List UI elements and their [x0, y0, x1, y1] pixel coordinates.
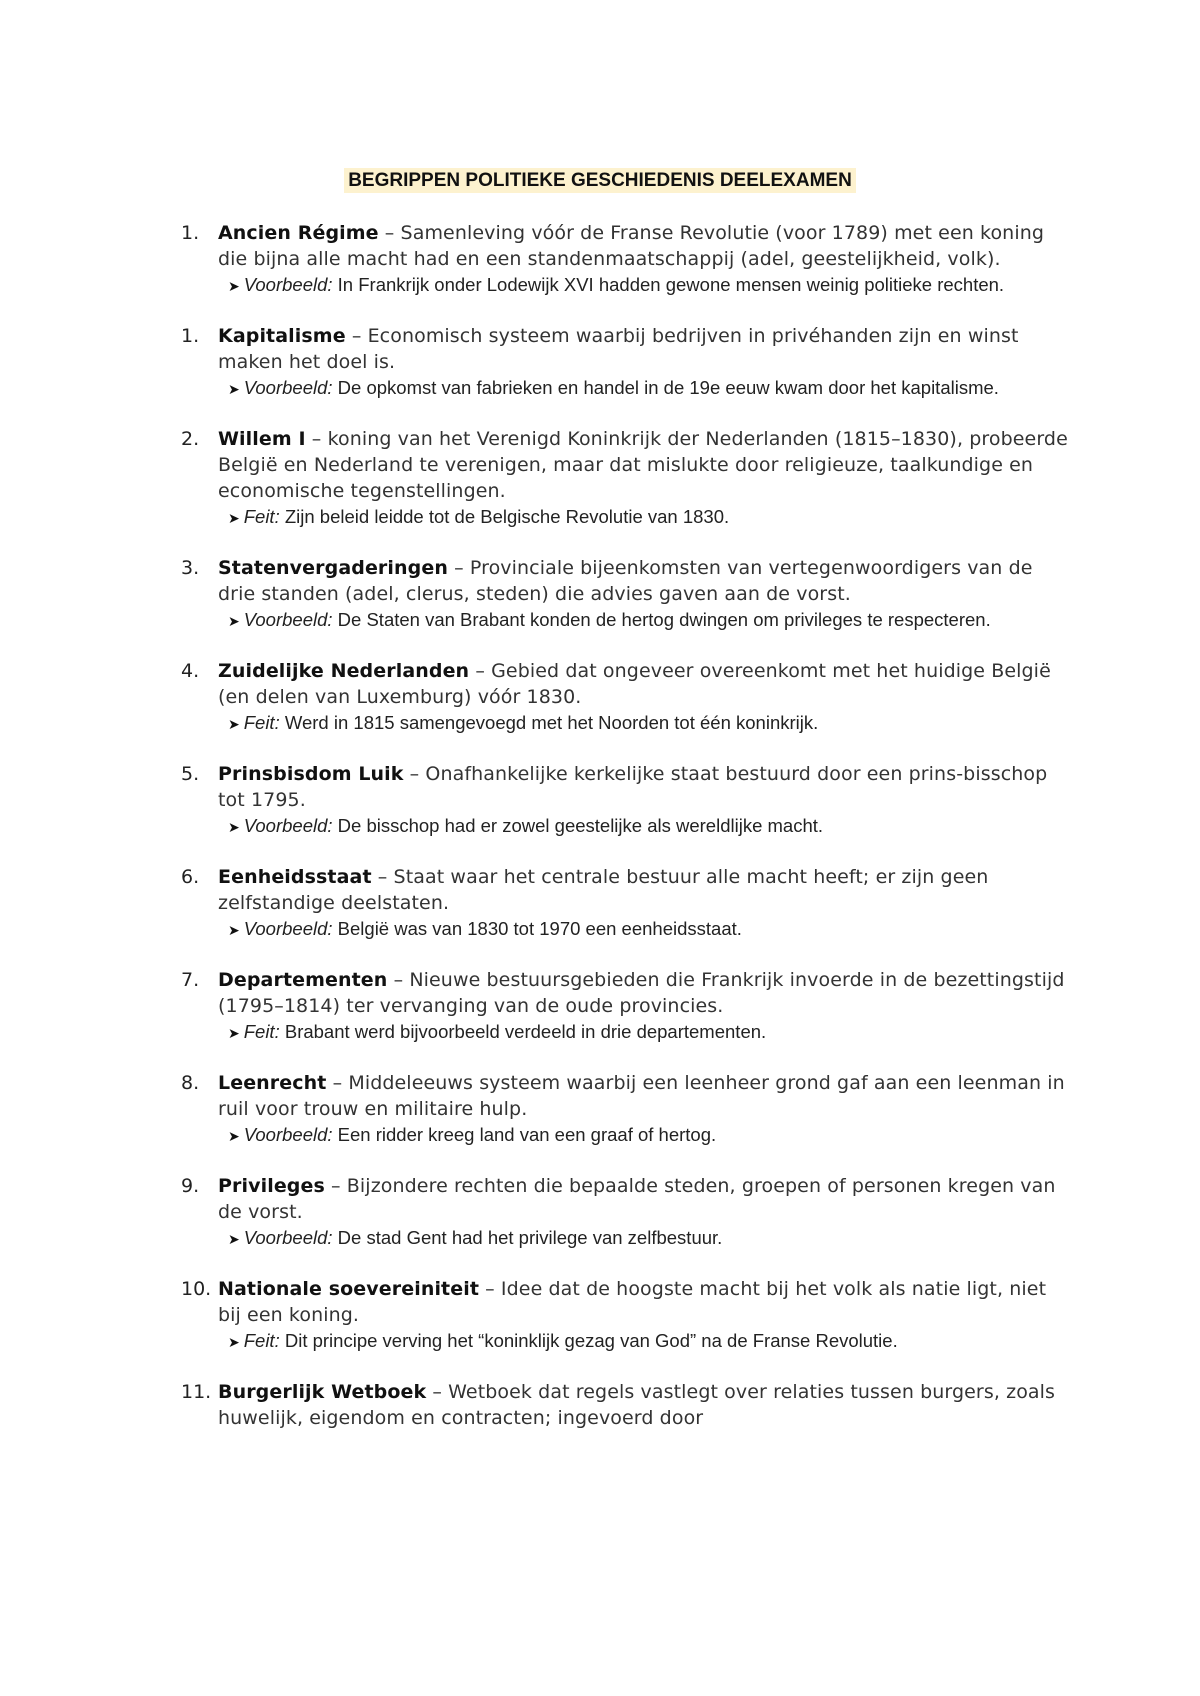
item-definition-text: Economisch systeem waarbij bedrijven in privéhanden zijn en winst maken het doel is.	[218, 325, 1019, 373]
item-definition-text: Provinciale bijeenkomsten van vertegenwoordigers van de drie standen (adel, clerus, steden) die advies gaven aan de vorst.	[218, 557, 1033, 605]
arrow-bullet-icon: ➤	[228, 819, 240, 835]
list-item	[181, 864, 1068, 943]
example-text: De stad Gent had het privilege van zelfbestuur.	[332, 1227, 723, 1248]
item-definition-text: Wetboek dat regels vastlegt over relaties tussen burgers, zoals huwelijk, eigendom en contracten; ingevoerd door	[218, 1381, 1056, 1429]
example-text: De bisschop had er zowel geestelijke als wereldlijke macht.	[332, 815, 824, 836]
arrow-bullet-icon: ➤	[228, 510, 240, 526]
arrow-bullet-icon: ➤	[228, 381, 240, 397]
item-term: Kapitalisme	[218, 325, 346, 347]
item-example	[218, 375, 1068, 402]
arrow-bullet-icon: ➤	[228, 1025, 240, 1041]
example-label: Voorbeeld:	[243, 1124, 333, 1145]
example-label: Voorbeeld:	[243, 377, 333, 398]
item-number: 1.	[181, 325, 200, 347]
item-definition: Burgerlijk Wetboek – Wetboek dat regels vastlegt over relaties tussen burgers, zoals huwelijk, eigendom en contracten; ingevoerd door	[218, 1381, 1056, 1429]
item-definition: Eenheidsstaat – Staat waar het centrale bestuur alle macht heeft; er zijn geen zelfstandige deelstaten.	[218, 866, 989, 914]
example-text: België was van 1830 tot 1970 een eenheidsstaat.	[332, 918, 742, 939]
example-text: Dit principe verving het “koninklijk gezag van God” na de Franse Revolutie.	[279, 1330, 898, 1351]
item-example	[218, 710, 1068, 737]
item-definition-text: Nieuwe bestuursgebieden die Frankrijk invoerde in de bezettingstijd (1795–1814) ter vervanging van de oude provincies.	[218, 969, 1065, 1017]
example-label: Feit:	[243, 1330, 280, 1351]
item-definition: Prinsbisdom Luik – Onafhankelijke kerkelijke staat bestuurd door een prins-bisschop tot 1795.	[218, 763, 1048, 811]
item-example	[218, 916, 1068, 943]
item-definition: Privileges – Bijzondere rechten die bepaalde steden, groepen of personen kregen van de vorst.	[218, 1175, 1056, 1223]
item-number: 9.	[181, 1175, 200, 1197]
item-term: Prinsbisdom Luik	[218, 763, 404, 785]
item-number: 7.	[181, 969, 200, 991]
list-item	[181, 1276, 1068, 1355]
item-term: Statenvergaderingen	[218, 557, 448, 579]
arrow-bullet-icon: ➤	[228, 1128, 240, 1144]
example-label: Feit:	[243, 506, 280, 527]
item-number: 2.	[181, 428, 200, 450]
item-definition-text: Bijzondere rechten die bepaalde steden, groepen of personen kregen van de vorst.	[218, 1175, 1056, 1223]
item-example	[218, 1122, 1068, 1149]
term-list	[0, 220, 1200, 1455]
example-label: Voorbeeld:	[243, 918, 333, 939]
page-title-container	[0, 170, 1200, 192]
arrow-bullet-icon: ➤	[228, 716, 240, 732]
item-term: Burgerlijk Wetboek	[218, 1381, 427, 1403]
item-term: Willem I	[218, 428, 306, 450]
arrow-bullet-icon: ➤	[228, 1334, 240, 1350]
item-term: Nationale soevereiniteit	[218, 1278, 480, 1300]
item-term: Eenheidsstaat	[218, 866, 372, 888]
item-term: Privileges	[218, 1175, 325, 1197]
list-item	[181, 658, 1068, 737]
item-definition: Nationale soevereiniteit – Idee dat de hoogste macht bij het volk als natie ligt, niet bij een koning.	[218, 1278, 1047, 1326]
item-definition-text: Staat waar het centrale bestuur alle macht heeft; er zijn geen zelfstandige deelstaten.	[218, 866, 989, 914]
item-definition-text: Idee dat de hoogste macht bij het volk als natie ligt, niet bij een koning.	[218, 1278, 1047, 1326]
item-term: Ancien Régime	[218, 222, 379, 244]
list-item	[181, 1379, 1068, 1431]
item-number: 10.	[181, 1278, 212, 1300]
item-number: 11.	[181, 1381, 212, 1403]
item-definition: Departementen – Nieuwe bestuursgebieden die Frankrijk invoerde in de bezettingstijd (1795–1814) ter vervanging van de oude provincies.	[218, 969, 1065, 1017]
item-definition: Zuidelijke Nederlanden – Gebied dat ongeveer overeenkomt met het huidige België (en delen van Luxemburg) vóór 1830.	[218, 660, 1051, 708]
item-example	[218, 1328, 1068, 1355]
item-number: 8.	[181, 1072, 200, 1094]
example-text: De opkomst van fabrieken en handel in de 19e eeuw kwam door het kapitalisme.	[332, 377, 999, 398]
example-label: Voorbeeld:	[243, 1227, 333, 1248]
item-definition: Ancien Régime – Samenleving vóór de Franse Revolutie (voor 1789) met een koning die bijna alle macht had en een standenmaatschappij (adel, geestelijkheid, volk).	[218, 222, 1044, 270]
item-definition-text: Onafhankelijke kerkelijke staat bestuurd door een prins-bisschop tot 1795.	[218, 763, 1048, 811]
item-term: Departementen	[218, 969, 388, 991]
item-term: Zuidelijke Nederlanden	[218, 660, 470, 682]
example-label: Feit:	[243, 712, 280, 733]
item-number: 4.	[181, 660, 200, 682]
arrow-bullet-icon: ➤	[228, 278, 240, 294]
list-item	[181, 1070, 1068, 1149]
item-number: 5.	[181, 763, 200, 785]
list-item	[181, 967, 1068, 1046]
list-item	[181, 761, 1068, 840]
example-label: Voorbeeld:	[243, 609, 333, 630]
example-label: Voorbeeld:	[243, 815, 333, 836]
item-definition-text: Gebied dat ongeveer overeenkomt met het huidige België (en delen van Luxemburg) vóór 1830.	[218, 660, 1051, 708]
item-number: 6.	[181, 866, 200, 888]
item-example	[218, 504, 1068, 531]
item-example	[218, 813, 1068, 840]
example-text: Brabant werd bijvoorbeeld verdeeld in drie departementen.	[279, 1021, 767, 1042]
item-definition: Kapitalisme – Economisch systeem waarbij bedrijven in privéhanden zijn en winst maken het doel is.	[218, 325, 1019, 373]
arrow-bullet-icon: ➤	[228, 922, 240, 938]
list-item	[181, 555, 1068, 634]
example-text: In Frankrijk onder Lodewijk XVI hadden gewone mensen weinig politieke rechten.	[332, 274, 1005, 295]
example-label: Voorbeeld:	[243, 274, 333, 295]
example-text: Een ridder kreeg land van een graaf of hertog.	[332, 1124, 717, 1145]
arrow-bullet-icon: ➤	[228, 1231, 240, 1247]
item-definition: Willem I – koning van het Verenigd Koninkrijk der Nederlanden (1815–1830), probeerde België en Nederland te verenigen, maar dat mislukte door religieuze, taalkundige en economische tegenstellingen.	[218, 428, 1068, 502]
item-definition-text: Samenleving vóór de Franse Revolutie (voor 1789) met een koning die bijna alle macht had en een standenmaatschappij (adel, geestelijkheid, volk).	[218, 222, 1044, 270]
item-definition-text: Middeleeuws systeem waarbij een leenheer grond gaf aan een leenman in ruil voor trouw en militaire hulp.	[218, 1072, 1065, 1120]
page-title: BEGRIPPEN POLITIEKE GESCHIEDENIS DEELEXAMEN	[344, 168, 856, 193]
item-example	[218, 1019, 1068, 1046]
item-example	[218, 607, 1068, 634]
list-item	[181, 426, 1068, 531]
item-example	[218, 272, 1068, 299]
arrow-bullet-icon: ➤	[228, 613, 240, 629]
list-item	[181, 1173, 1068, 1252]
item-example	[218, 1225, 1068, 1252]
item-definition: Leenrecht – Middeleeuws systeem waarbij een leenheer grond gaf aan een leenman in ruil voor trouw en militaire hulp.	[218, 1072, 1065, 1120]
item-number: 3.	[181, 557, 200, 579]
item-number: 1.	[181, 222, 200, 244]
list-item	[181, 323, 1068, 402]
example-label: Feit:	[243, 1021, 280, 1042]
example-text: Zijn beleid leidde tot de Belgische Revolutie van 1830.	[279, 506, 730, 527]
item-term: Leenrecht	[218, 1072, 327, 1094]
example-text: De Staten van Brabant konden de hertog dwingen om privileges te respecteren.	[332, 609, 991, 630]
item-definition-text: koning van het Verenigd Koninkrijk der Nederlanden (1815–1830), probeerde België en Nederland te verenigen, maar dat mislukte door religieuze, taalkundige en economische tegenstellingen.	[218, 428, 1068, 502]
item-definition: Statenvergaderingen – Provinciale bijeenkomsten van vertegenwoordigers van de drie standen (adel, clerus, steden) die advies gaven aan de vorst.	[218, 557, 1033, 605]
example-text: Werd in 1815 samengevoegd met het Noorden tot één koninkrijk.	[279, 712, 819, 733]
list-item	[181, 220, 1068, 299]
